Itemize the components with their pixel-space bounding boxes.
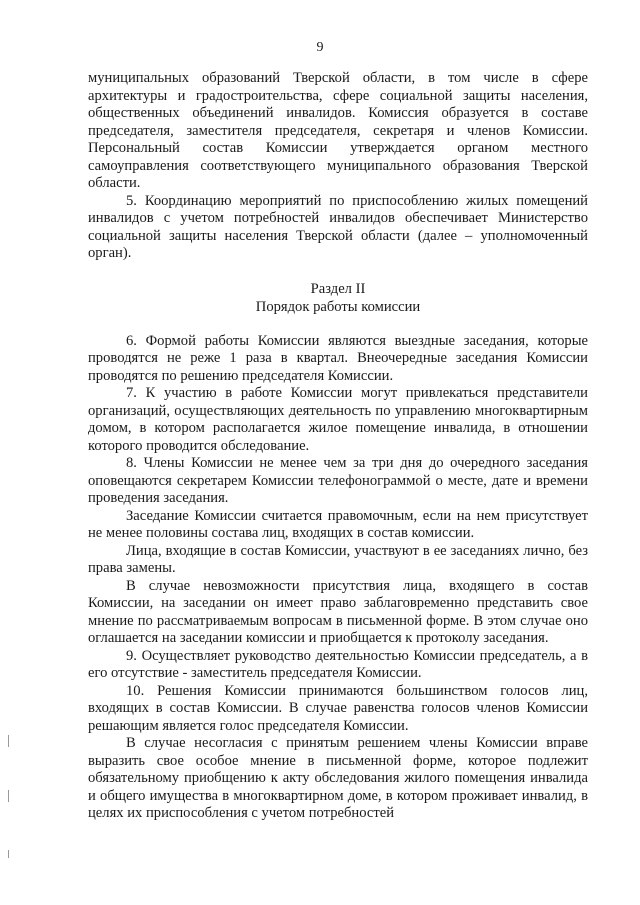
paragraph-item-8: 8. Члены Комиссии не менее чем за три дня до очередного заседания оповещаются секретарем Комиссии телефонограммой о месте, дате и времени проведения заседания. — [88, 455, 588, 506]
paragraph-quorum: Заседание Комиссии считается правомочным, если на нем присутствует не менее половины состава лиц, входящих в состав комиссии. — [88, 507, 588, 541]
paragraph-absence: В случае невозможности присутствия лица, входящего в состав Комиссии, на заседании он имеет право заблаговременно представить свое мнение по рассматриваемым вопросам в письменной форме. В этом случае оно оглашается на заседании комиссии и приобщается к протоколу заседания. — [88, 577, 588, 646]
paragraph-item-7: 7. К участию в работе Комиссии могут привлекаться представители организаций, осуществляющих деятельность по управлению многоквартирным домом, в котором располагается жилое помещение инвалида, в отношении которого проводится обследование. — [88, 385, 588, 454]
paragraph-item-9: 9. Осуществляет руководство деятельностью Комиссии председатель, а в его отсутствие - заместитель председателя Комиссии. — [88, 647, 588, 681]
paragraph-personal-attendance: Лица, входящие в состав Комиссии, участвуют в ее заседаниях лично, без права замены. — [88, 542, 588, 576]
document-body — [88, 70, 588, 823]
margin-scan-mark — [8, 735, 9, 747]
margin-scan-mark — [8, 790, 9, 802]
margin-scan-mark — [8, 850, 9, 858]
page-number: 9 — [316, 40, 324, 55]
section-heading — [88, 280, 588, 316]
section-title: Порядок работы комиссии — [255, 298, 421, 315]
section-label: Раздел II — [310, 280, 366, 297]
paragraph-item-5: 5. Координацию мероприятий по приспособлению жилых помещений инвалидов с учетом потребностей инвалидов обеспечивает Министерство социальной защиты населения Тверской области (далее – уполномоченный орган). — [88, 192, 588, 261]
paragraph-continuation: муниципальных образований Тверской области, в том числе в сфере архитектуры и градостроительства, сфере социальной защиты населения, общественных объединений инвалидов. Комиссия образуется в составе председателя, заместителя председателя, секретаря и членов Комиссии. Персональный состав Комиссии утверждается органом местного самоуправления соответствующего муниципального образования Тверской области. — [88, 70, 588, 191]
paragraph-item-6: 6. Формой работы Комиссии являются выездные заседания, которые проводятся не реже 1 раза в квартал. Внеочередные заседания Комиссии проводятся по решению председателя Комиссии. — [88, 332, 588, 384]
paragraph-dissent: В случае несогласия с принятым решением члены Комиссии вправе выразить свое особое мнение в письменной форме, которое подлежит обязательному приобщению к акту обследования жилого помещения инвалида и общего имущества в многоквартирном доме, в котором проживает инвалид, в целях их приспособления с учетом потребностей — [88, 735, 588, 821]
paragraph-item-10: 10. Решения Комиссии принимаются большинством голосов лиц, входящих в состав Комиссии. В случае равенства голосов членов Комиссии решающим является голос председателя Комиссии. — [88, 682, 588, 734]
